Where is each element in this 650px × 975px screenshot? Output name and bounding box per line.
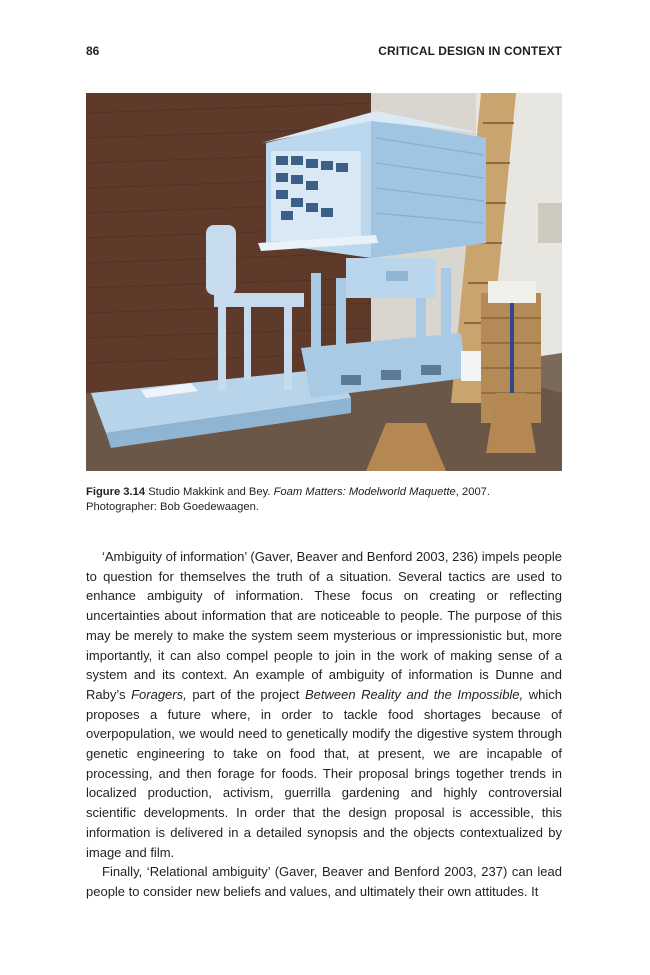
running-title: CRITICAL DESIGN IN CONTEXT bbox=[378, 44, 562, 58]
italic-foragers: Foragers, bbox=[131, 686, 187, 702]
paragraph-relational-ambiguity: Finally, ‘Relational ambiguity’ (Gaver, Beaver and Benford 2003, 237) can lead people to consider new beliefs and values, and ultimately their own attitudes. It bbox=[86, 864, 562, 899]
paragraph-text: which proposes a future where, in order to tackle food shortages because of overpopulation, we would need to genetically modify the digestive system through genetic engineering to take on food that, at present, we are incapable of processing, and then forage for foods. Their proposal brings together trends in localized production, activism, guerrilla gardening and highly controversial scientific developments. In order that the design proposal is accessible, this information is delivered in a detailed synopsis and the objects contextualized by image and film. bbox=[86, 686, 562, 860]
caption-work-title: Foam Matters: Modelworld Maquette bbox=[273, 486, 456, 498]
caption-credit: Photographer: Bob Goedewaagen. bbox=[86, 501, 259, 513]
caption-year: , 2007. bbox=[455, 486, 490, 498]
caption-artist: Studio Makkink and Bey. bbox=[148, 486, 274, 498]
paragraph-ambiguity-information bbox=[86, 547, 562, 862]
paragraph-text: part of the project bbox=[186, 686, 305, 702]
body-text bbox=[86, 547, 562, 902]
page-number: 86 bbox=[86, 44, 100, 58]
figure-photo bbox=[86, 93, 562, 471]
paragraph-text: ‘Ambiguity of information’ (Gaver, Beaver and Benford 2003, 236) impels people to question for themselves the truth of a situation. Several tactics are used to enhance ambiguity of information. These focus on creating or reflecting uncertainties about information that are noticeable to people. The purpose of this may be merely to make the system seem mysterious or impressionistic but, more importantly, it can also compel people to join in the work of making sense of a system and its context. An example of ambiguity of information is Dunne and Raby’s bbox=[86, 549, 562, 702]
italic-project-title: Between Reality and the Impossible, bbox=[304, 686, 524, 702]
figure-caption bbox=[86, 485, 562, 515]
figure-label: Figure 3.14 bbox=[86, 486, 146, 498]
running-header bbox=[86, 44, 562, 60]
